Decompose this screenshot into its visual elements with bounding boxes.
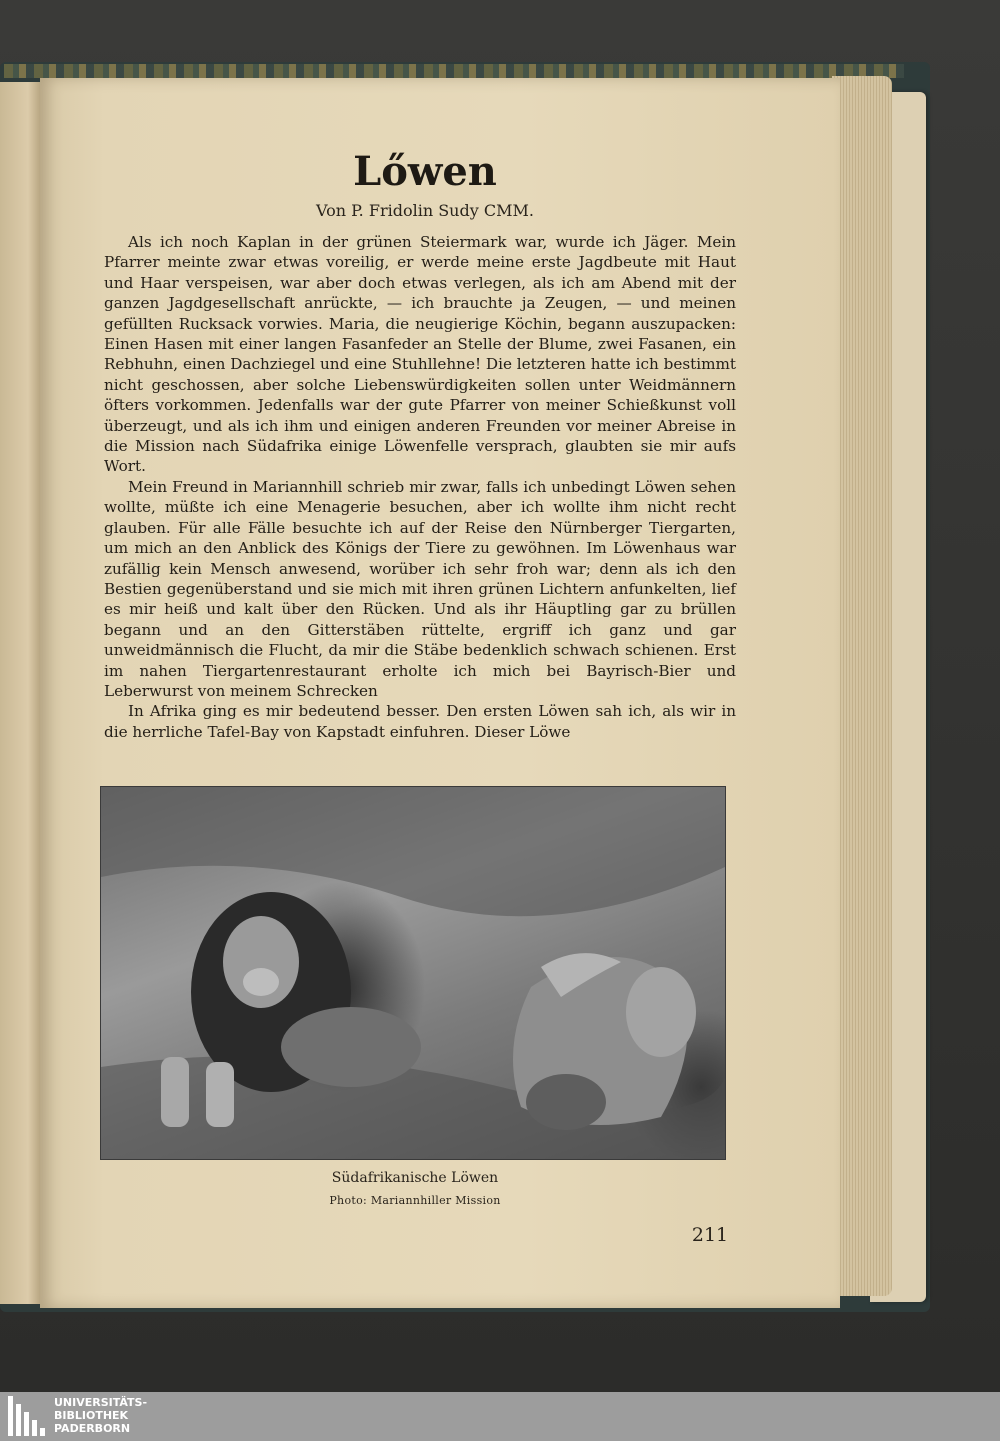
page-number: 211 bbox=[691, 1224, 729, 1246]
lions-photo bbox=[100, 786, 726, 1160]
photo-caption: Südafrikanische Löwen bbox=[331, 1170, 499, 1186]
library-name-line: BIBLIOTHEK bbox=[54, 1409, 129, 1422]
photo-credit: Photo: Mariannhiller Mission bbox=[329, 1194, 501, 1207]
paragraph: In Afrika ging es mir bedeutend besser. Den ersten Löwen sah ich, als wir in die herrliche Tafel-Bay von Kapstadt einfuhren. Dieser Löwe bbox=[104, 702, 736, 741]
paragraph: Als ich noch Kaplan in der grünen Steiermark war, wurde ich Jäger. Mein Pfarrer meinte zwar etwas voreilig, er werde meine erste Jagdbeute mit Haut und Haar verspeisen, war aber doch etwas verlegen, als ich am Abend mit der ganzen Jagdgesellschaft anrückte, — ich brauchte ja Zeugen, — und meinen gefüllten Rucksack vorwies. Maria, die neugierige Köchin, begann auszupacken: Einen Hasen mit einer langen Fasanfeder an Stelle der Blume, zwei Fasanen, ein Rebhuhn, einen Dachziegel und eine Stuhllehne! Die letzteren hatte ich bestimmt nicht geschossen, aber solche Liebenswürdigkeiten sollen unter Weidmännern öfters vorkommen. Jedenfalls war der gute Pfarrer von meiner Schießkunst voll überzeugt, und als ich ihm und einigen anderen Freunden vor meiner Abreise in die Mission nach Südafrika einige Löwenfelle versprach, glaubten sie mir aufs Wort. bbox=[104, 233, 736, 476]
library-logo-icon bbox=[8, 1396, 48, 1436]
article-title: Lőwen bbox=[353, 148, 497, 195]
library-name-line: PADERBORN bbox=[54, 1422, 131, 1435]
library-name bbox=[54, 1396, 147, 1435]
library-footer bbox=[0, 1392, 1000, 1441]
library-name-line: UNIVERSITÄTS- bbox=[54, 1396, 148, 1409]
article-byline: Von P. Fridolin Sudy CMM. bbox=[316, 201, 534, 220]
left-page-edge bbox=[0, 82, 40, 1304]
page-edges bbox=[832, 76, 892, 1296]
cover-marbled-edge bbox=[4, 64, 904, 78]
article-body bbox=[104, 232, 736, 742]
paragraph: Mein Freund in Mariannhill schrieb mir zwar, falls ich unbedingt Löwen sehen wollte, müßte ich eine Menagerie besuchen, aber ich wollte ihm nicht recht glauben. Für alle Fälle besuchte ich auf der Reise den Nürnberger Tiergarten, um mich an den Anblick des Königs der Tiere zu gewöhnen. Im Löwenhaus war zufällig kein Mensch anwesend, worüber ich sehr froh war; denn als ich den Bestien gegenüberstand und sie mich mit ihren grünen Lichtern anfunkelten, lief es mir heiß und kalt über den Rücken. Und als ihr Häuptling gar zu brüllen begann und an den Gitterstäben rüttelte, ergriff ich ganz und gar unweidmännisch die Flucht, da mir die Stäbe bedenklich schwach schienen. Erst im nahen Tiergartenrestaurant erholte ich mich bei Bayrisch-Bier und Leberwurst von meinem Schrecken bbox=[104, 477, 736, 700]
